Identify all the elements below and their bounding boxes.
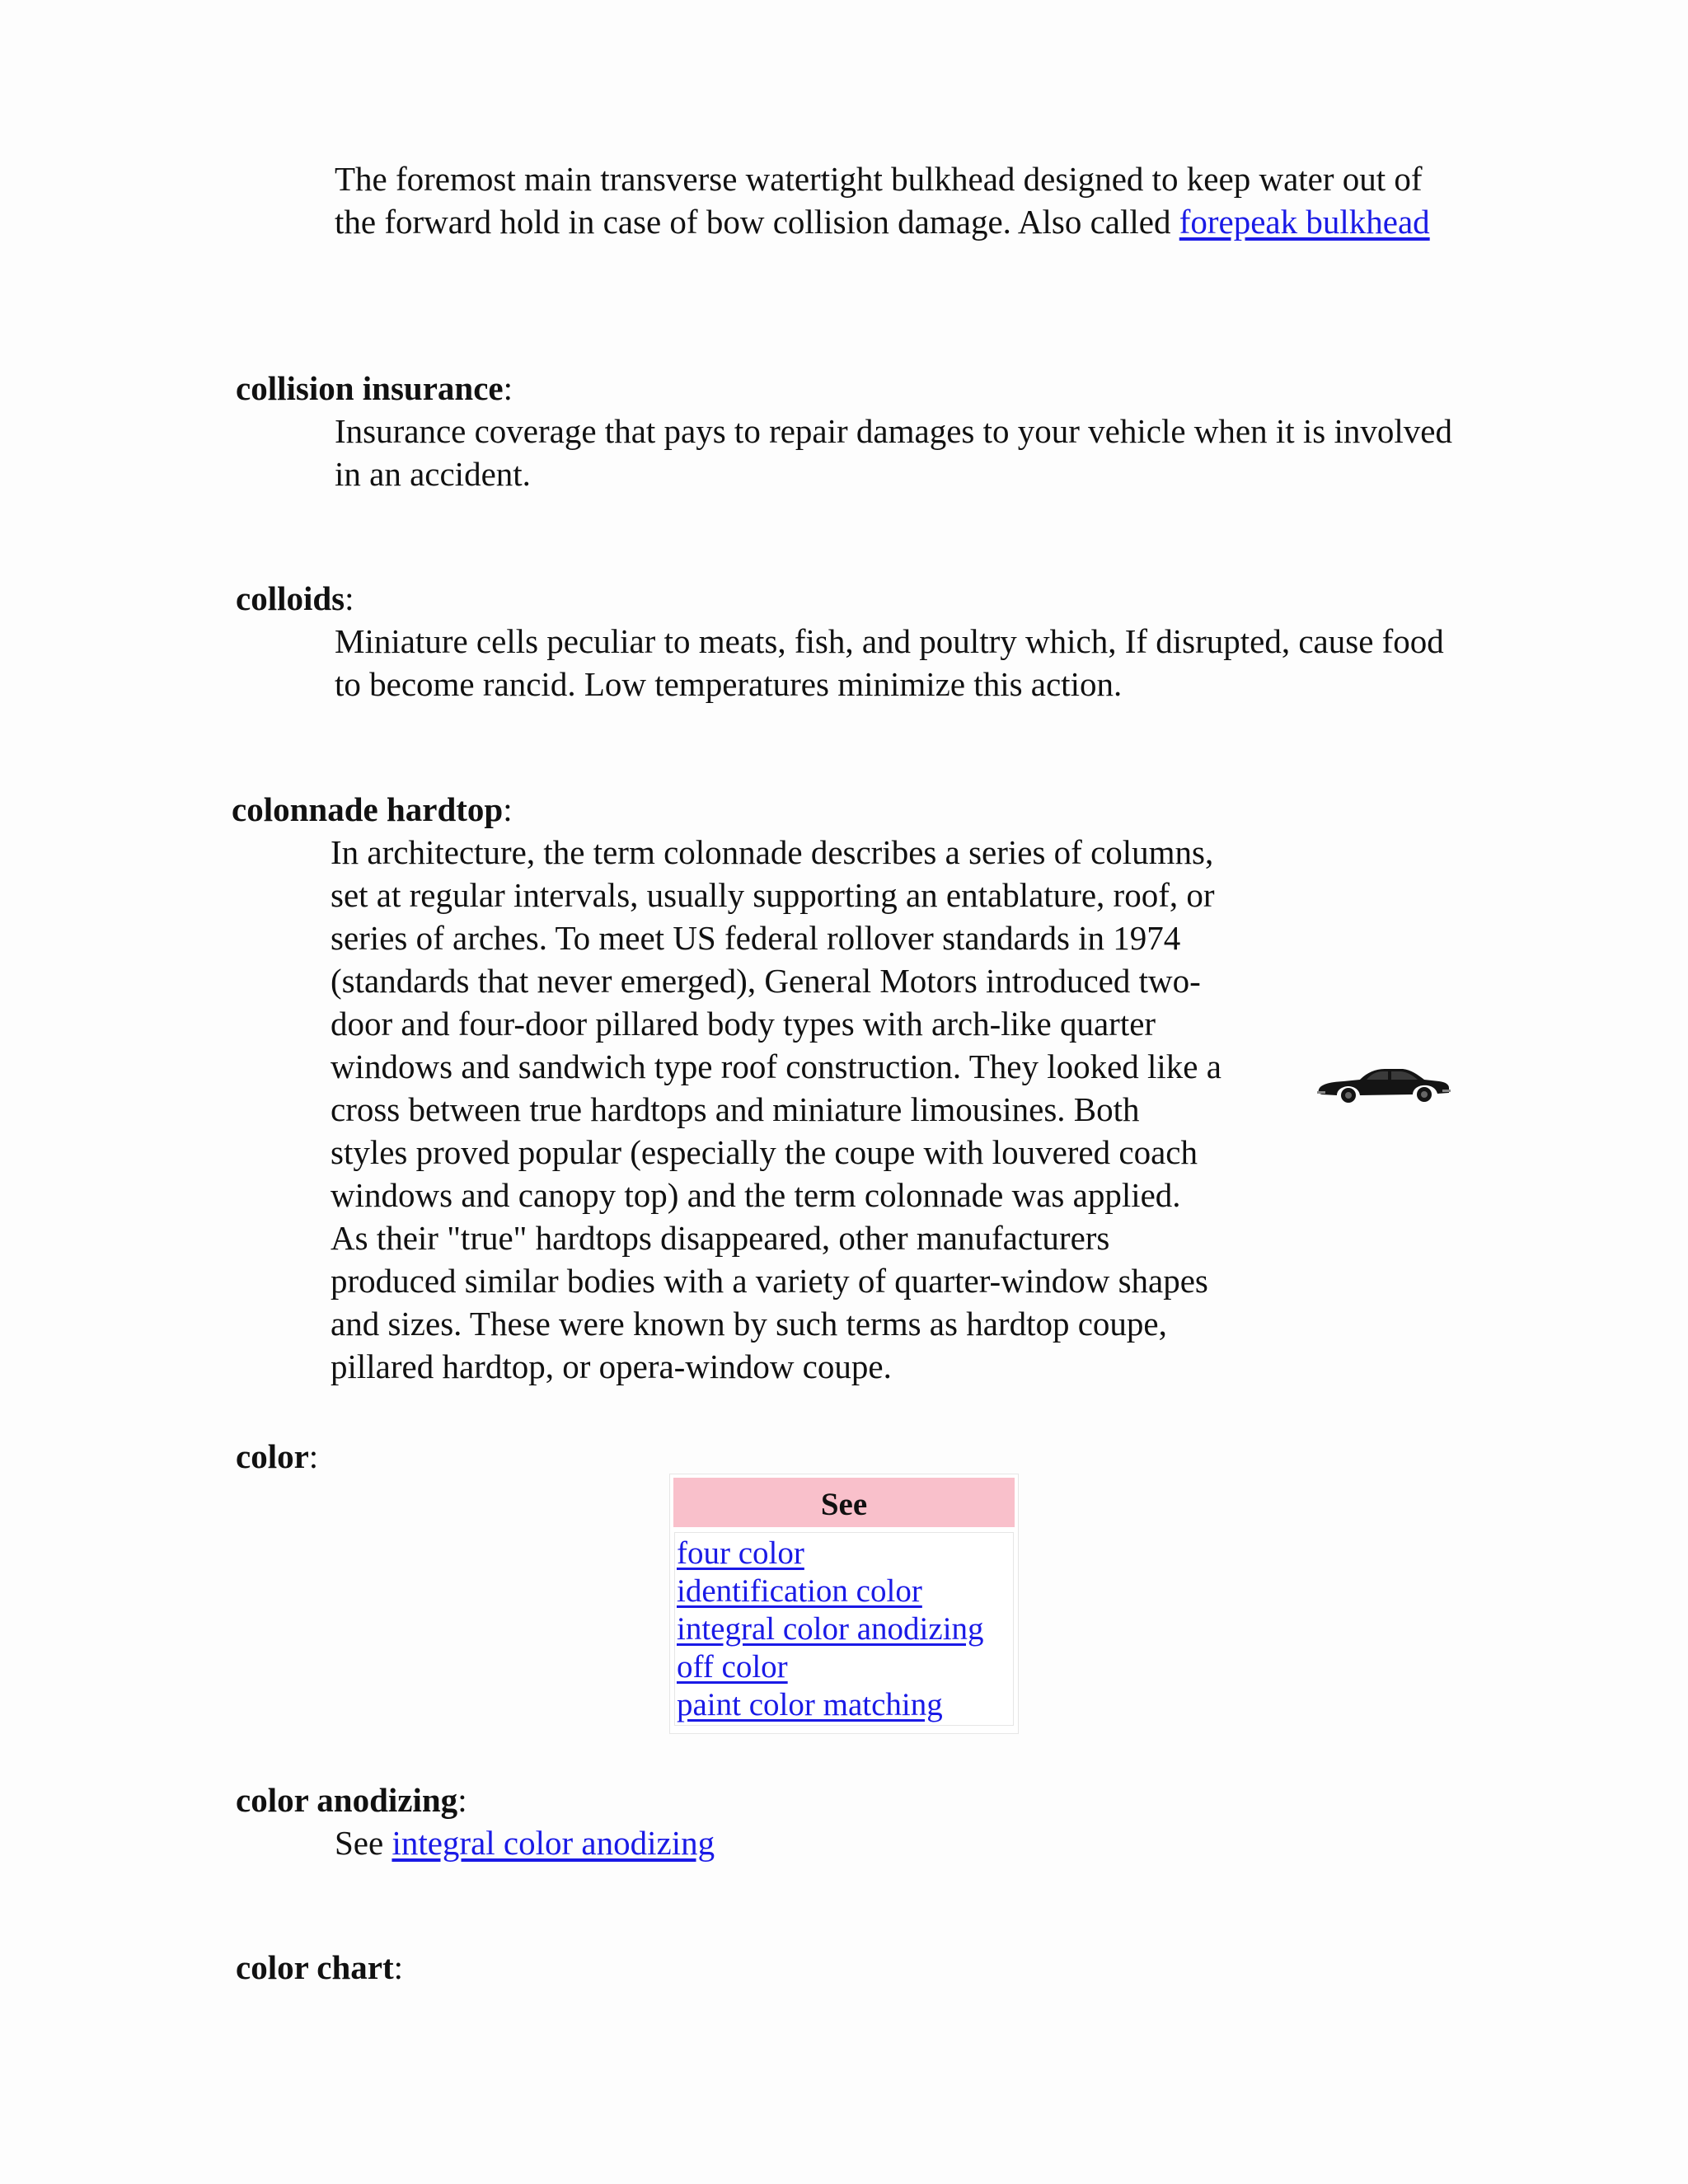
definition-line: and sizes. These were known by such terms as hardtop coupe, [331,1305,1167,1343]
term-colon: : [393,1948,404,1986]
definition-line: door and four-door pillared body types with arch-like quarter [331,1005,1156,1043]
term-heading [236,1779,467,1821]
definition-line: produced similar bodies with a variety of quarter-window shapes [331,1262,1208,1300]
term-label: collision insurance [236,369,504,407]
see-also-table [669,1474,1019,1734]
see-link-off-color[interactable]: off color [677,1649,788,1685]
see-link-paint-color-matching[interactable]: paint color matching [677,1687,943,1722]
term-label: color anodizing [236,1781,458,1819]
term-label: color chart [236,1948,394,1986]
term-label: colonnade hardtop [232,790,504,828]
see-also-header: See [673,1478,1015,1527]
definition-line: As their "true" hardtops disappeared, other manufacturers [331,1219,1110,1257]
see-also-list [674,1532,1014,1726]
see-link-four-color[interactable]: four color [677,1535,804,1571]
definition-text: Insurance coverage that pays to repair damages to your vehicle when it is involved in an accident. [335,412,1452,493]
definition-text: The foremost main transverse watertight bulkhead designed to keep water out of the forward hold in case of bow collision damage. Also called forepeak bulkhead [335,160,1430,241]
term-colon: : [308,1437,319,1475]
term-colon: : [503,369,513,407]
integral-color-anodizing-link[interactable]: integral color anodizing [392,1824,715,1862]
term-heading [236,577,354,620]
definition-line: (standards that never emerged), General Motors introduced two- [331,962,1201,1000]
car-silhouette-icon [1317,1060,1451,1108]
term-colon: : [503,790,513,828]
term-heading [236,1435,318,1478]
term-colon: : [345,579,354,617]
term-heading [232,788,513,831]
see-prefix: See [335,1824,392,1862]
term-label: color [236,1437,309,1475]
term-label: colloids [236,579,345,617]
term-colon: : [457,1781,467,1819]
definition-line: series of arches. To meet US federal rollover standards in 1974 [331,919,1181,957]
term-heading [236,367,513,410]
definition-line: styles proved popular (especially the coupe with louvered coach [331,1133,1198,1171]
definition-line: windows and canopy top) and the term colonnade was applied. [331,1176,1181,1214]
definition-text [331,831,1320,1388]
term-heading [236,1946,403,1989]
definition-line: set at regular intervals, usually supporting an entablature, roof, or [331,876,1215,914]
see-link-identification-color[interactable]: identification color [677,1573,922,1609]
definition-line: cross between true hardtops and miniature limousines. Both [331,1090,1140,1128]
see-link-integral-color-anodizing[interactable]: integral color anodizing [677,1611,984,1647]
definition-line: windows and sandwich type roof construction. They looked like a [331,1047,1221,1085]
forepeak-bulkhead-link[interactable]: forepeak bulkhead [1179,203,1430,241]
definition-text [335,1821,1456,1864]
definition-text: Miniature cells peculiar to meats, fish, and poultry which, If disrupted, cause food to become rancid. Low temperatures minimize this action. [335,622,1444,703]
definition-line: pillared hardtop, or opera-window coupe. [331,1347,892,1385]
definition-line: In architecture, the term colonnade describes a series of columns, [331,833,1214,871]
